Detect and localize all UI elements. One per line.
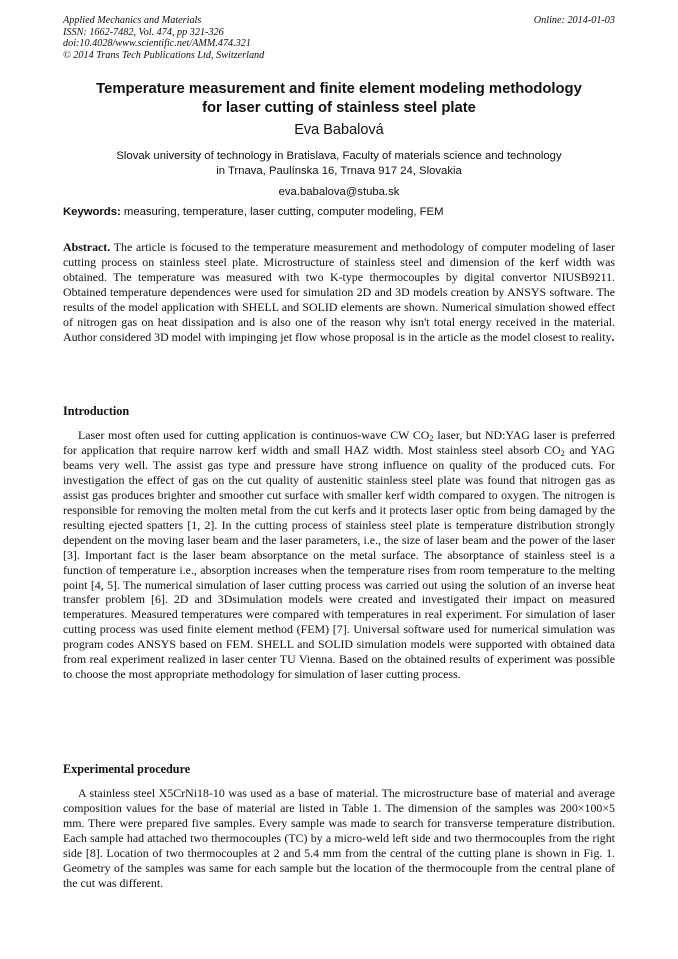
experimental-paragraph: A stainless steel X5CrNi18-10 was used as a base of material. The microstructure base of material and average composition values for the base of material are listed in Table 1. The dimension of the samples was 200×100×5 mm. There were prepared five samples. Every sample was made to search for transverse temperature distribution. Each sample had attached two thermocouples (TC) by a micro-weld left side and two thermocouples from the right side [8]. Location of two thermocouples at 2 and 5.4 mm from the central of the cutting plane is shown in Fig. 1. Geometry of the samples was same for each sample but the location of the thermocouple from the central plane of the cut was different. [63, 786, 615, 890]
experimental-heading: Experimental procedure [63, 762, 191, 776]
journal-name: Applied Mechanics and Materials [63, 15, 202, 26]
keywords [63, 206, 615, 218]
journal-doi: doi:10.4028/www.scientific.net/AMM.474.321 [63, 38, 251, 50]
online-date: Online: 2014-01-03 [533, 15, 615, 26]
intro-text-2: laser, but ND:YAG laser is preferred for application that require narrow kerf width and small HAZ width. Most stainless steel absorb CO [63, 428, 615, 457]
abstract-text: The article is focused to the temperature measurement and methodology of computer modeling of laser cutting process on stainless steel plate. Microstructure of stainless steel and dimension of the kerf width was obtained. The temperature was measured with two K-type thermocouples by digital convertor NIUSB9211. Obtained temperature dependences were used for simulation 2D and 3D models creation by ANSYS software. The results of the model application with SHELL and SOLID elements are shown. Numerical simulation showed effect of nitrogen gas on heat dissipation and is also one of the reason why isn't total energy received in the material. Author considered 3D model with impinging jet flow whose proposal is in the article as the model closest to reality [63, 240, 615, 344]
introduction-paragraph [63, 428, 615, 682]
abstract-paragraph [63, 240, 615, 345]
intro-text-3: and YAG beams very well. The assist gas type and pressure have strong influence on quality of the produced cuts. For investigation the effect of gas on the cut quality of austenitic stainless steel plate was found that nitrogen gas as assist gas produces brighter and smoother cut surface with smaller kerf width compared to oxygen. The nitrogen is responsible for removing the molten metal from the cut kerfs and it protects laser optic from being damaged by the resulting ejected spatters [1, 2]. In the cutting process of stainless steel plate is temperature distribution strongly dependent on the moving laser beam and the laser parameters, i.e., the size of laser beam and the power of the laser [3]. Important fact is the laser beam absorptance on the metal surface. The absorptance of stainless steel is a function of temperature i.e., absorption increases when the temperature rises from room temperature to the melting point [4, 5]. The numerical simulation of laser cutting process was carried out using the solution of an inverse heat transfer problem [6]. 2D and 3Dsimulation models were created and investigated their impact on measured temperatures. Measured temperatures were compared with temperatures in real experiment. For simulation of laser cutting process was used finite element method (FEM) [7]. Universal software used for numerical simulation was program codes ANSYS based on FEM. SHELL and SOLID simulation models were supported with obtained data from real experiment realized in laser center TU Vienna. Based on the obtained results of experiment was possible to choose the most appropriate methodology for simulation of laser cutting process. [63, 442, 615, 682]
journal-issn: ISSN: 1662-7482, Vol. 474, pp 321-326 [63, 26, 224, 38]
keywords-label: Keywords: [63, 206, 121, 218]
affiliation-line-1: Slovak university of technology in Bratislava, Faculty of materials science and technology [116, 150, 562, 162]
intro-sub-1: 2 [429, 433, 434, 443]
journal-info [63, 15, 264, 61]
author-name: Eva Babalová [294, 122, 384, 138]
intro-sub-2: 2 [560, 447, 565, 458]
introduction-heading: Introduction [63, 404, 130, 418]
abstract-label: Abstract. [63, 240, 111, 254]
affiliation-line-2: in Trnava, Paulínska 16, Trnava 917 24, Slovakia [216, 165, 462, 178]
journal-header [63, 15, 615, 61]
author-affiliation [40, 149, 638, 180]
paper-title [40, 80, 638, 117]
intro-text-1: Laser most often used for cutting application is continuos-wave CW CO [78, 428, 430, 442]
author-email: eva.babalova@stuba.sk [278, 186, 400, 198]
abstract-end: . [611, 329, 615, 344]
keywords-text: measuring, temperature, laser cutting, computer modeling, FEM [120, 206, 444, 218]
journal-copyright: © 2014 Trans Tech Publications Ltd, Switzerland [63, 49, 265, 61]
paper-title-line-2: for laser cutting of stainless steel plate [202, 99, 476, 116]
paper-title-line-1: Temperature measurement and finite element modeling methodology [96, 81, 582, 97]
